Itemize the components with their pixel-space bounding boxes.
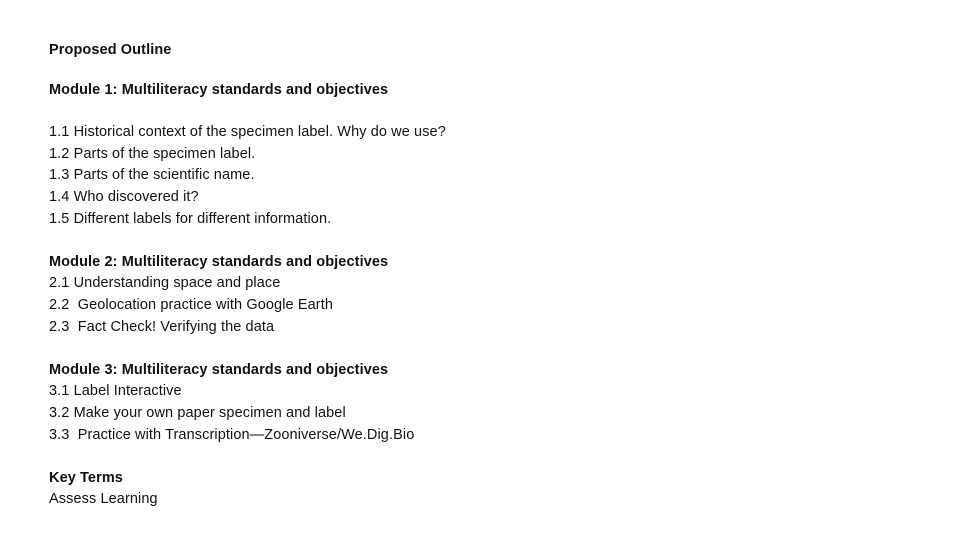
list-item: 1.3 Parts of the scientific name. xyxy=(49,167,255,184)
list-item: Assess Learning xyxy=(49,491,158,508)
outline-slide xyxy=(49,40,929,511)
key-terms-heading: Key Terms xyxy=(49,469,123,486)
list-item: 1.5 Different labels for different information. xyxy=(49,210,332,227)
page-title: Proposed Outline xyxy=(49,42,172,58)
list-item: 2.3 Fact Check! Verifying the data xyxy=(49,318,275,335)
list-item: 2.1 Understanding space and place xyxy=(49,275,281,292)
list-item: 3.3 Practice with Transcription—Zooniverse/We.Dig.Bio xyxy=(49,426,415,443)
list-item: 1.2 Parts of the specimen label. xyxy=(49,145,256,162)
section-spacer xyxy=(49,338,929,360)
module-3-list xyxy=(49,381,929,446)
list-item: 1.4 Who discovered it? xyxy=(49,188,199,205)
module-2-list xyxy=(49,273,929,338)
list-item: 3.2 Make your own paper specimen and label xyxy=(49,404,346,421)
key-terms-list xyxy=(49,489,929,511)
module-1-list xyxy=(49,122,929,230)
module-1-heading: Module 1: Multiliteracy standards and objectives xyxy=(49,81,389,98)
list-item: 2.2 Geolocation practice with Google Earth xyxy=(49,296,333,313)
module-3-heading: Module 3: Multiliteracy standards and objectives xyxy=(49,361,389,378)
list-item: 3.1 Label Interactive xyxy=(49,383,182,400)
section-spacer xyxy=(49,446,929,468)
section-spacer xyxy=(49,230,929,252)
list-item: 1.1 Historical context of the specimen label. Why do we use? xyxy=(49,124,446,141)
module-2-heading: Module 2: Multiliteracy standards and objectives xyxy=(49,253,389,270)
